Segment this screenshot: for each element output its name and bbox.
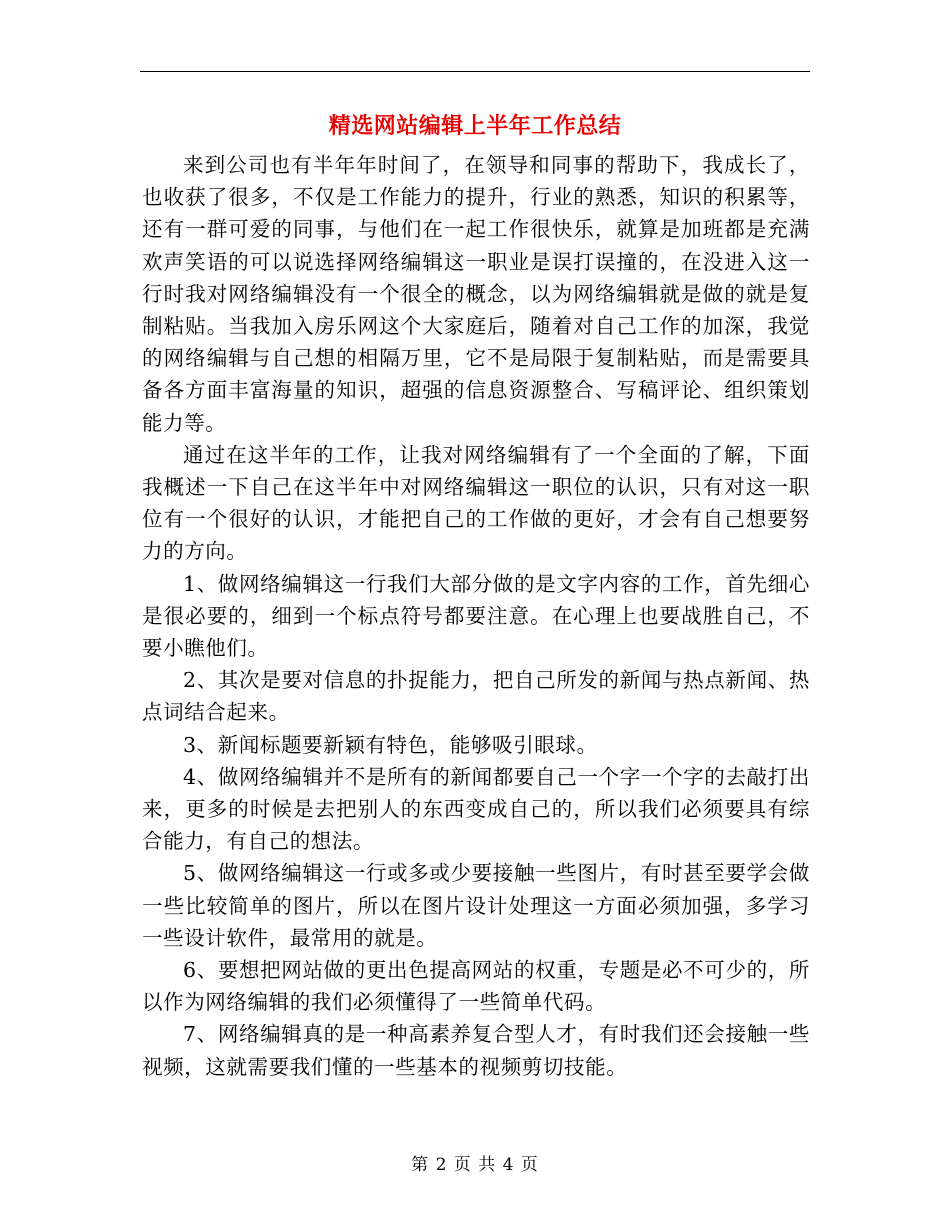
paragraph-item-2: 2、其次是要对信息的扑捉能力，把自己所发的新闻与热点新闻、热点词结合起来。 (142, 668, 810, 725)
document-title: 精选网站编辑上半年工作总结 (328, 113, 622, 139)
page-number-footer: 第 2 页 共 4 页 (411, 1155, 539, 1175)
paragraph-item-4: 4、做网络编辑并不是所有的新闻都要自己一个字一个字的去敲打出来，更多的时候是去把别人的东西变成自己的，所以我们必须要具有综合能力，有自己的想法。 (142, 764, 810, 854)
paragraph-item-3: 3、新闻标题要新颖有特色，能够吸引眼球。 (183, 732, 598, 757)
paragraph-item-6: 6、要想把网站做的更出色提高网站的权重，专题是必不可少的，所以作为网络编辑的我们必须懂得了一些简单代码。 (142, 958, 810, 1015)
paragraph-item-5: 5、做网络编辑这一行或多或少要接触一些图片，有时甚至要学会做一些比较简单的图片，所以在图片设计处理这一方面必须加强，多学习一些设计软件，最常用的就是。 (142, 861, 810, 950)
paragraph-intro: 来到公司也有半年年时间了，在领导和同事的帮助下，我成长了，也收获了很多，不仅是工作能力的提升，行业的熟悉，知识的积累等，还有一群可爱的同事，与他们在一起工作很快乐，就算是加班都是充满欢声笑语的可以说选择网络编辑这一职业是误打误撞的，在没进入这一行时我对网络编辑没有一个很全的概念，以为网络编辑就是做的就是复制粘贴。当我加入房乐网这个大家庭后，随着对自己工作的加深，我觉的网络编辑与自己想的相隔万里，它不是局限于复制粘贴，而是需要具备各方面丰富海量的知识，超强的信息资源整合、写稿评论、组织策划能力等。 (142, 153, 810, 435)
paragraph-overview: 通过在这半年的工作，让我对网络编辑有了一个全面的了解，下面我概述一下自己在这半年中对网络编辑这一职位的认识，只有对这一职位有一个很好的认识，才能把自己的工作做的更好，才会有自己想要努力的方向。 (142, 442, 810, 564)
header-rule (140, 71, 810, 72)
paragraph-item-1: 1、做网络编辑这一行我们大部分做的是文字内容的工作，首先细心是很必要的，细到一个标点符号都要注意。在心理上也要战胜自己，不要小瞧他们。 (142, 571, 810, 661)
paragraph-item-7: 7、网络编辑真的是一种高素养复合型人才，有时我们还会接触一些视频，这就需要我们懂的一些基本的视频剪切技能。 (142, 1022, 810, 1079)
document-body (142, 149, 810, 1083)
